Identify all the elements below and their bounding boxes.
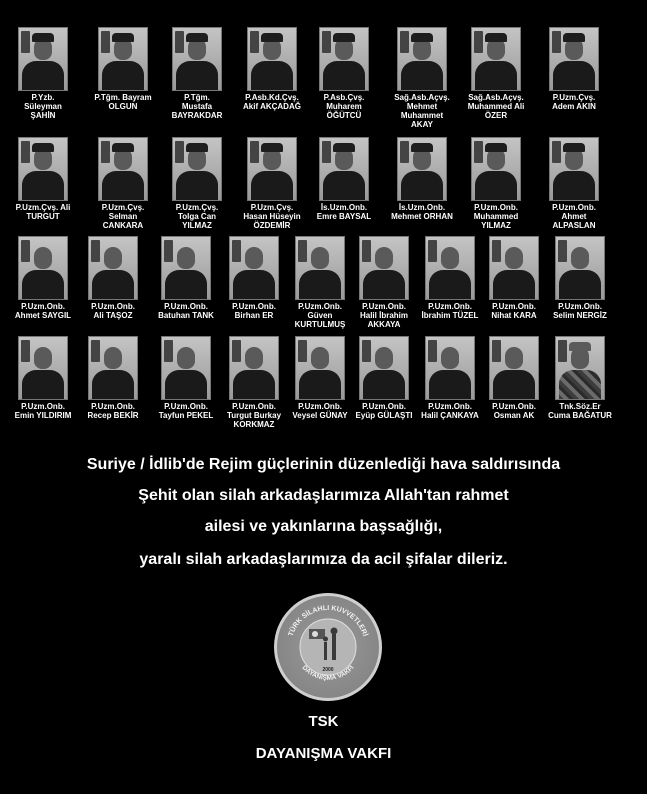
martyr-card (284, 336, 356, 420)
martyr-name-label: Sağ.Asb.Açvş. Muhammed Ali ÖZER (467, 93, 525, 120)
martyr-card (150, 336, 222, 420)
martyr-card (7, 27, 79, 120)
martyr-card (284, 236, 356, 329)
martyr-portrait-photo (295, 236, 345, 300)
martyr-portrait-photo (555, 236, 605, 300)
martyr-card (87, 137, 159, 230)
martyr-portrait-photo (471, 137, 521, 201)
martyr-portrait-photo (98, 137, 148, 201)
martyr-name-label: P.Asb.Çvş. Muharem ÖĞÜTCÜ (323, 93, 365, 120)
martyr-name-label: P.Uzm.Onb. Ahmet SAYGIL (14, 302, 72, 320)
martyr-card (544, 336, 616, 420)
martyr-portrait-photo (247, 137, 297, 201)
martyr-card (218, 336, 290, 429)
martyr-portrait-photo (172, 137, 222, 201)
martyr-portrait-photo (359, 336, 409, 400)
martyr-portrait-photo (359, 236, 409, 300)
martyr-name-label: P.Uzm.Onb. Recep BEKİR (87, 402, 139, 420)
martyr-name-label: P.Uzm.Onb. Ali TAŞOZ (91, 302, 135, 320)
martyr-portrait-photo (549, 137, 599, 201)
martyr-name-label: P.Uzm.Onb. Ahmet ALPASLAN (552, 203, 596, 230)
martyr-card (236, 27, 308, 111)
martyr-card (348, 236, 420, 329)
martyr-card (77, 236, 149, 320)
martyr-card (308, 137, 380, 221)
martyr-name-label: P.Uzm.Onb. Emin YILDIRIM (14, 402, 72, 420)
svg-text:DAYANIŞMA VAKFI: DAYANIŞMA VAKFI (300, 664, 356, 682)
martyr-card (414, 336, 486, 420)
svg-text:2000: 2000 (322, 667, 334, 673)
martyr-card (308, 27, 380, 120)
martyr-portrait-photo (18, 27, 68, 91)
martyr-name-label: P.Asb.Kd.Çvş. Akif AKÇADAĞ (243, 93, 301, 111)
martyr-name-label: Sağ.Asb.Açvş. Mehmet Muhammet AKAY (394, 93, 450, 129)
martyr-portrait-photo (549, 27, 599, 91)
martyr-portrait-photo (471, 27, 521, 91)
martyr-name-label: P.Uzm.Onb. Selim NERGİZ (553, 302, 607, 320)
martyr-portrait-photo (161, 336, 211, 400)
martyr-portrait-photo (161, 236, 211, 300)
martyr-portrait-photo (18, 336, 68, 400)
martyr-card (161, 137, 233, 230)
martyr-card (460, 27, 532, 120)
martyr-card (7, 137, 79, 221)
martyr-card (236, 137, 308, 230)
martyr-name-label: Tnk.Söz.Er Cuma BAĞATUR (548, 402, 612, 420)
martyr-portrait-photo (397, 27, 447, 91)
martyr-card (538, 137, 610, 230)
svg-text:TÜRK SİLAHLI KUVVETLERİ: TÜRK SİLAHLI KUVVETLERİ (287, 604, 369, 638)
condolence-line-1: Suriye / İdlib'de Rejim güçlerinin düzenlediği hava saldırısında (86, 456, 561, 473)
martyr-card (7, 236, 79, 320)
martyr-name-label: İs.Uzm.Onb. Emre BAYSAL (316, 203, 372, 221)
martyr-name-label: P.Yzb. Süleyman ŞAHİN (24, 93, 62, 120)
martyr-card (348, 336, 420, 420)
martyr-card (218, 236, 290, 320)
martyr-name-label: P.Uzm.Çvş. Adem AKIN (552, 93, 596, 111)
martyr-portrait-photo (295, 336, 345, 400)
martyr-name-label: P.Uzm.Onb. Birhan ER (232, 302, 276, 320)
martyr-portrait-photo (18, 137, 68, 201)
martyr-portrait-photo (425, 236, 475, 300)
martyr-name-label: P.Uzm.Onb. Halil ÇANKAYA (421, 402, 479, 420)
martyr-name-label: P.Uzm.Onb. Veysel GÜNAY (292, 402, 348, 420)
martyr-card (7, 336, 79, 420)
martyr-name-label: P.Uzm.Çvş. Ali TURGUT (15, 203, 71, 221)
martyr-name-label: P.Uzm.Onb. Osman AK (492, 402, 536, 420)
martyr-portrait-photo (88, 236, 138, 300)
martyr-card (544, 236, 616, 320)
martyr-name-label: P.Uzm.Onb. Batuhan TANK (158, 302, 214, 320)
martyr-name-label: P.Uzm.Onb. İbrahim TÜZEL (421, 302, 479, 320)
martyr-portrait-photo (172, 27, 222, 91)
martyr-name-label: P.Uzm.Çvş. Selman CANKARA (101, 203, 145, 230)
martyr-portrait-photo (18, 236, 68, 300)
martyr-portrait-photo (425, 336, 475, 400)
organization-name-line-2: DAYANIŞMA VAKFI (255, 745, 392, 762)
condolence-line-4: yaralı silah arkadaşlarımıza da acil şifalar dileriz. (139, 551, 508, 568)
martyr-portrait-photo (489, 236, 539, 300)
martyr-name-label: P.Uzm.Onb. Muhammed YILMAZ (473, 203, 519, 230)
martyr-portrait-photo (555, 336, 605, 400)
martyr-card (460, 137, 532, 230)
martyr-card (386, 137, 458, 221)
martyr-name-label: P.Uzm.Onb. Eyüp GÜLAŞTI (355, 402, 413, 420)
martyr-name-label: P.Uzm.Çvş. Hasan Hüseyin ÖZDEMİR (243, 203, 301, 230)
organization-name-line-1: TSK (308, 713, 339, 730)
martyr-name-label: P.Uzm.Onb. Turgut Burkay KORKMAZ (226, 402, 282, 429)
martyr-portrait-photo (98, 27, 148, 91)
martyr-portrait-photo (319, 27, 369, 91)
martyr-portrait-photo (229, 236, 279, 300)
martyr-name-label: İs.Uzm.Onb. Mehmet ORHAN (391, 203, 453, 221)
martyr-card (478, 236, 550, 320)
martyr-name-label: P.Uzm.Çvş. Tolga Can YILMAZ (175, 203, 219, 230)
martyr-name-label: P.Uzm.Onb. Tayfun PEKEL (158, 402, 214, 420)
condolence-line-2: Şehit olan silah arkadaşlarımıza Allah'tan rahmet (138, 487, 509, 504)
martyr-card (478, 336, 550, 420)
martyr-card (414, 236, 486, 320)
martyr-name-label: P.Tğm. Mustafa BAYRAKDAR (171, 93, 223, 120)
martyr-portrait-photo (229, 336, 279, 400)
condolence-line-3: ailesi ve yakınlarına başsağlığı, (204, 518, 443, 535)
martyr-card (538, 27, 610, 111)
martyr-portrait-photo (247, 27, 297, 91)
martyr-name-label: P.Tğm. Bayram OLGUN (94, 93, 152, 111)
martyr-card (161, 27, 233, 120)
martyr-card (77, 336, 149, 420)
martyr-portrait-photo (88, 336, 138, 400)
martyr-name-label: P.Uzm.Onb. Güven KURTULMUŞ (294, 302, 346, 329)
martyr-portrait-photo (319, 137, 369, 201)
martyr-card (150, 236, 222, 320)
martyr-portrait-photo (489, 336, 539, 400)
martyr-portrait-photo (397, 137, 447, 201)
martyr-name-label: P.Uzm.Onb. Halil İbrahim AKKAYA (359, 302, 408, 329)
martyr-card (87, 27, 159, 111)
martyr-card (386, 27, 458, 129)
foundation-seal-logo (274, 593, 382, 701)
martyr-name-label: P.Uzm.Onb. Nihat KARA (491, 302, 537, 320)
